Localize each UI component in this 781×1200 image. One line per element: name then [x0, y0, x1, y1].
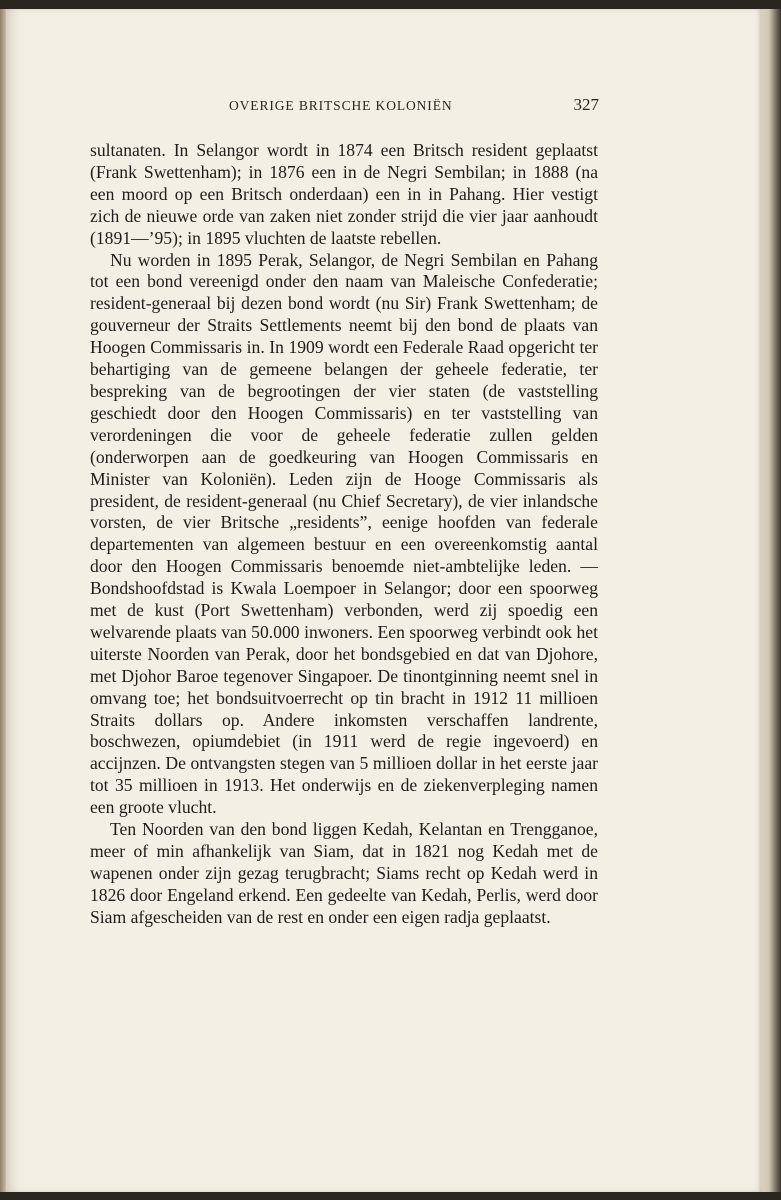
paragraph-1: sultanaten. In Selangor wordt in 1874 een Britsch resident geplaatst (Frank Swettenham); in 1876 een in de Negri Sembilan; in 1888 (na een moord op een Britsch onderdaan) een in in Pahang. Hier vestigt zich de nieuwe orde van zaken niet zonder strijd die vier jaar aanhoudt (1891—’95); in 1895 vluchten de laatste rebellen. [90, 140, 598, 248]
body-text [90, 140, 598, 929]
page-edge [761, 9, 781, 1192]
page-header [229, 95, 599, 119]
page-number: 327 [573, 95, 599, 114]
paragraph-2: Nu worden in 1895 Perak, Selangor, de Negri Sembilan en Pahang tot een bond vereenigd onder den naam van Maleische Confederatie; resident-generaal bij dezen bond wordt (nu Sir) Frank Swettenham; de gouverneur der Straits Settlements neemt bij den bond de plaats van Hoogen Commissaris in. In 1909 wordt een Federale Raad opgericht ter behartiging van de gemeene belangen der geheele federatie, ter bespreking van de begrootingen der vier staten (de vaststelling geschiedt door den Hoogen Commissaris) en ter vaststelling van verordeningen die voor de geheele federatie zullen gelden (onderworpen aan de goedkeuring van Hoogen Commissaris en Minister van Koloniën). Leden zijn de Hooge Commissaris als president, de resident-generaal (nu Chief Secretary), de vier inlandsche vorsten, de vier Britsche „residents”, eenige hoofden van federale departementen van algemeen bestuur en een overeenkomstig aantal door den Hoogen Commissaris benoemde niet-ambtelijke leden. — Bondshoofdstad is Kwala Loempoer in Selangor; door een spoorweg met de kust (Port Swettenham) verbonden, werd zij spoedig een welvarende plaats van 50.000 inwoners. Een spoorweg verbindt ook het uiterste Noorden van Perak, door het bondsgebied en dat van Djohore, met Djohor Baroe tegenover Singapoer. De tinontginning neemt snel in omvang toe; het bondsuitvoerrecht op tin bracht in 1912 11 millioen Straits dollars op. Andere inkomsten verschaffen landrente, boschwezen, opiumdebiet (in 1911 werd de regie ingevoerd) en accijnzen. De ontvangsten stegen van 5 millioen dollar in het eerste jaar tot 35 millioen in 1913. Het onderwijs en de ziekenverpleging namen een groote vlucht. [90, 249, 598, 818]
running-title: OVERIGE BRITSCHE KOLONIËN [229, 98, 453, 113]
paragraph-3: Ten Noorden van den bond liggen Kedah, Kelantan en Trengganoe, meer of min afhankelijk van Siam, dat in 1821 nog Kedah met de wapenen onder zijn gezag terugbracht; Siams recht op Kedah werd in 1826 door Engeland erkend. Een gedeelte van Kedah, Perlis, werd door Siam afgescheiden van de rest en onder een eigen radja geplaatst. [90, 819, 598, 927]
